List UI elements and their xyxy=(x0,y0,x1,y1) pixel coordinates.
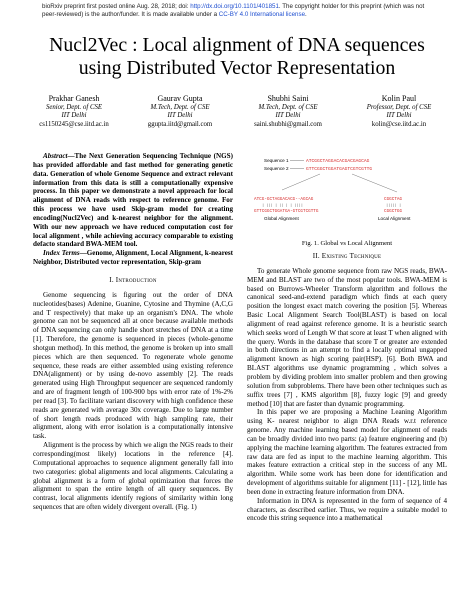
figure-local-match: ||||| | xyxy=(386,204,402,208)
paper-title-line2: using Distributed Vector Representation xyxy=(78,57,396,79)
preprint-notice-line1-end: . The copyright holder for this preprint (which was not xyxy=(278,3,425,10)
author-role: Professor, Dept. of CSE xyxy=(366,104,432,111)
author-name: Kolin Paul xyxy=(381,94,417,103)
author-email: ggupta.iitd@gmail.com xyxy=(147,120,213,128)
author-institution: IIT Delhi xyxy=(167,112,193,120)
doi-link[interactable]: http://dx.doi.org/10.1101/401851 xyxy=(190,3,279,10)
figure-caption: Fig. 1. Global vs Local Alignment xyxy=(301,240,393,247)
right-column xyxy=(247,252,447,523)
figure-local-bottom: CGGCTGG xyxy=(384,209,403,214)
figure-global-label: Global Alignment xyxy=(264,216,299,221)
figure-arrow-local xyxy=(352,174,397,192)
preprint-notice xyxy=(42,3,462,18)
author-role: Senior, Dept. of CSE xyxy=(45,104,103,111)
author-email: kolin@cse.iitd.ac.in xyxy=(371,120,427,128)
section-heading-introduction: I. Introduction xyxy=(109,275,157,284)
figure-label-sequence-2: Sequence 2 xyxy=(264,166,289,171)
preprint-notice-line2: peer-reviewed) is the author/funder. It is made available under a xyxy=(42,10,219,18)
figure-sequence-2: GTTCGGCTGGATGAGTCGTCGTTG xyxy=(306,167,373,172)
index-terms-lead: Index Terms xyxy=(43,249,80,258)
author-name: Prakhar Ganesh xyxy=(48,94,100,103)
author-institution: IIT Delhi xyxy=(61,112,87,120)
author-block-4 xyxy=(346,94,452,129)
figure-local-label: Local Alignment xyxy=(378,216,411,221)
paper-title-line1: Nucl2Vec : Local alignment of DNA sequences xyxy=(49,34,425,56)
author-name: Shubhi Saini xyxy=(267,94,309,103)
author-email: cs1150245@cse.iitd.ac.in xyxy=(39,120,109,128)
alignment-figure xyxy=(252,156,448,232)
author-role: M.Tech, Dept. of CSE xyxy=(258,104,318,111)
preprint-notice-line1: bioRxiv preprint first posted online Aug. 28, 2018; doi: xyxy=(42,3,191,10)
abstract-lead: Abstract xyxy=(43,152,68,160)
author-email: saini.shubhi@gmail.com xyxy=(254,120,322,128)
index-terms-text: —Genome, Alignment, Local Alignment, k-nearest Neighbor, Distributed vector representation, Skip-gram xyxy=(33,249,234,267)
intro-paragraph-2: Alignment is the process by which we align the NGS reads to their corresponding(most likely) locations in the reference [4]. Computational approaches to sequence alignment generally fall into two categories: global alignments and local alignments. Calculating a global alignment is a form of global optimization that forces the alignment to span the entire length of all query sequences. By contrast, local alignments identify regions of similarity within long sequences that are often widely divergent overall. (Fig. 1) xyxy=(33,441,233,512)
abstract xyxy=(33,152,233,249)
author-block-1 xyxy=(18,94,130,129)
index-terms xyxy=(33,249,233,267)
left-column xyxy=(33,152,233,512)
license-link[interactable]: CC-BY 4.0 International license xyxy=(218,10,306,18)
figure-sequence-1: ATCGGCTAGGACACGACGAGCAG xyxy=(306,159,370,164)
author-name: Gaurav Gupta xyxy=(157,94,203,103)
author-institution: IIT Delhi xyxy=(386,112,412,120)
author-role: M.Tech, Dept. of CSE xyxy=(150,104,210,111)
author-block-2 xyxy=(130,94,230,129)
figure-global-top: ATCG-GCTAGGACACG--AGCAG xyxy=(254,197,314,202)
paper-title xyxy=(24,34,450,80)
existing-paragraph-3: Information in DNA is represented in the form of sequence of 4 characters, as described earlier. Thus, we require a suitable model to encode this string sequence into a mathematical xyxy=(247,496,447,523)
figure-local-top: CGGCTAG xyxy=(384,197,403,202)
abstract-text: —The Next Generation Sequencing Technique (NGS) has provided affordable and fast method for generating genetic data. Generation of whole Genome Sequence and extract relevant information from this data is still a computationally expensive process. In this paper we demonstrate a novel approach for local alignment of DNA reads with respect to reference genome. For this process we have used Skip-gram model for creating encoding(Nucl2Vec) and k-nearest neighbor for the alignment. With our new approach we have reduced computation cost for local alignment , while achieving accuracy comparable to existing defacto standard BWA-MEM tool. xyxy=(33,152,233,249)
figure-label-sequence-1: Sequence 1 xyxy=(264,158,289,163)
intro-paragraph-1: Genome sequencing is figuring out the order of DNA nucleotides(bases) Adenine, Guanine, Cytosine and Thymine (A,C,G and T respectively) that make up an organism's DNA. The whole genome can not be sequenced all at once because available methods of DNA sequencing can only handle short stretches of DNA at a time [1]. Therefore, the genome is sequenced in pieces (whole-genome shotgun method). In this method, the genome is broken up into small pieces which are then sequenced. To regenerate whole genome sequence, these reads are either assembled using existing reference DNA(alignment) or by using de-novo assembly [2]. The reads generated using High Throughput sequencer are sequenced randomly and are of fragment length of 100-900 bps with error rate of 1%-2% per read [3]. To facilitate variant discovery with high confidence these reads are generated with average 30x coverage. Due to large number of short length reads produced with high sampling rate, their alignment, along with error isolation is a computationally intensive task. xyxy=(33,290,233,441)
figure-global-bottom: GTTCGGCTGGATGA-GTCGTCGTTG xyxy=(254,209,319,214)
section-heading-existing-technique: II. Existing Technique xyxy=(312,252,382,260)
figure-global-match: | ||| | || | | |||| xyxy=(262,204,303,208)
author-institution: IIT Delhi xyxy=(275,112,301,120)
figure-arrow-global xyxy=(282,174,320,190)
preprint-notice-line2-end: . xyxy=(305,10,307,18)
existing-paragraph-2: In this paper we are proposing a Machine Leaning Algorithm using K- nearest neighbor to align DNA Reads w.r.t reference genome. Any machine learning based model for alignment of reads can be broadly divided into two parts: (a) feature engineering and (b) applying the machine learning algorithm. The features extracted from raw data are fed as input to the machine learning algorithm. This makes feature extraction a critical step in the success of any ML algorithm. While some work has been done for identification and development of algorithms suitable for alignment [11] - [12], little has been done in extracting feature information from DNA. xyxy=(247,408,447,496)
existing-paragraph-1: To generate Whole genome sequence from raw NGS reads, BWA-MEM and BLAST are two of the most popular tools. BWA-MEM is based on Burrows-Wheeler Transform algorithm and follows the canonical seed-and-extend paradigm which finds at each query position the longest exact match covering the position [5]. Whereas Basic Local Alignment Search Tool(BLAST) is based on local alignment of read against reference genome. It is a heuristic search which seeks word of Length W that score at least T when aligned with the query. Words in the database that score T or greater are extended in both directions in an attempt to find a locally optimal ungapped alignment known as high scoring pair(HSP). [6]. Both BWA and BLAST algorithms use dynamic programming , which solves a problem by dividing problem into smaller problem and then growing solution from subproblems. There have been other techniques such as suffix trees [7] , KMS algorithm [8], fuzzy logic [9] and greedy method [10] that are faster than dynamic programming. xyxy=(247,266,447,408)
author-block-3 xyxy=(236,94,340,129)
